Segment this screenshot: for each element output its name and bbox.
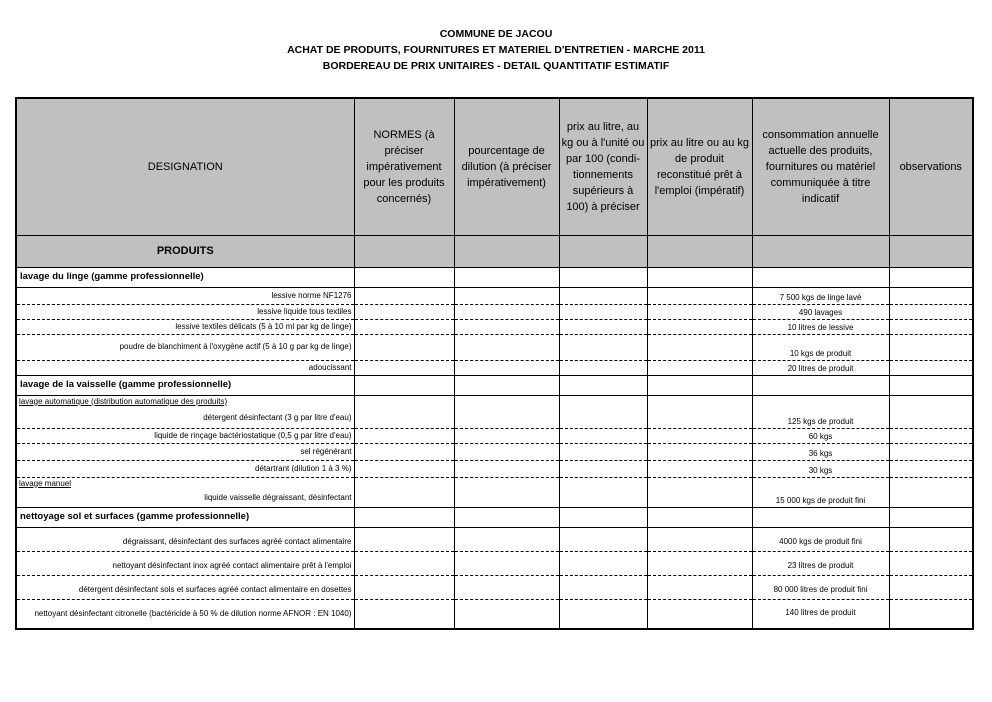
price-schedule-table bbox=[15, 97, 974, 630]
table-row bbox=[16, 527, 973, 551]
cell-normes[interactable] bbox=[354, 408, 454, 428]
cell-observations[interactable] bbox=[889, 599, 973, 629]
item-designation: lessive liquide tous textiles bbox=[16, 304, 354, 319]
category-row bbox=[16, 507, 973, 527]
subcategory-label: lavage automatique bbox=[19, 396, 89, 406]
category-row bbox=[16, 375, 973, 395]
item-consommation: 15 000 kgs de produit fini bbox=[752, 490, 889, 507]
table-row bbox=[16, 428, 973, 443]
cell-prix-emploi[interactable] bbox=[647, 575, 752, 599]
cell-normes[interactable] bbox=[354, 443, 454, 460]
subcategory-row bbox=[16, 477, 973, 490]
item-consommation: 60 kgs bbox=[752, 428, 889, 443]
table-row bbox=[16, 443, 973, 460]
cell-prix[interactable] bbox=[559, 408, 647, 428]
item-designation: détergent désinfectant sols et surfaces agréé contact alimentaire en dosettes bbox=[16, 575, 354, 599]
cell-normes[interactable] bbox=[354, 460, 454, 477]
cell-prix[interactable] bbox=[559, 428, 647, 443]
subcategory-note: (distribution automatique des produits) bbox=[88, 396, 228, 406]
section-row bbox=[16, 235, 973, 267]
item-consommation: 80 000 litres de produit fini bbox=[752, 575, 889, 599]
item-designation: nettoyant désinfectant citronelle (bactéricide à 50 % de dilution norme AFNOR : EN 1040) bbox=[16, 599, 354, 629]
col-consommation: consommation annuelle actuelle des produits, fournitures ou matériel communiquée à titre indicatif bbox=[752, 98, 889, 235]
cell-dilution[interactable] bbox=[454, 304, 559, 319]
market-title: ACHAT DE PRODUITS, FOURNITURES ET MATERIEL D'ENTRETIEN - MARCHE 2011 bbox=[287, 44, 705, 56]
cell-normes[interactable] bbox=[354, 360, 454, 375]
category-title: nettoyage sol et surfaces (gamme professionnelle) bbox=[16, 507, 354, 527]
cell-observations[interactable] bbox=[889, 551, 973, 575]
subcategory-label: lavage manuel bbox=[19, 478, 72, 488]
cell-prix-emploi[interactable] bbox=[647, 490, 752, 507]
cell-observations[interactable] bbox=[889, 304, 973, 319]
item-consommation: 4000 kgs de produit fini bbox=[752, 527, 889, 551]
cell-prix-emploi[interactable] bbox=[647, 287, 752, 304]
cell-dilution[interactable] bbox=[454, 428, 559, 443]
cell-observations[interactable] bbox=[889, 460, 973, 477]
cell-prix-emploi[interactable] bbox=[647, 443, 752, 460]
cell-normes[interactable] bbox=[354, 334, 454, 360]
cell-prix-emploi[interactable] bbox=[647, 319, 752, 334]
cell-normes[interactable] bbox=[354, 599, 454, 629]
item-consommation: 30 kgs bbox=[752, 460, 889, 477]
cell-dilution[interactable] bbox=[454, 443, 559, 460]
cell-prix[interactable] bbox=[559, 334, 647, 360]
cell-prix-emploi[interactable] bbox=[647, 428, 752, 443]
table-row bbox=[16, 490, 973, 507]
cell-prix-emploi[interactable] bbox=[647, 460, 752, 477]
item-designation: sel régénérant bbox=[16, 443, 354, 460]
item-designation: détartrant (dilution 1 à 3 %) bbox=[16, 460, 354, 477]
commune-title: COMMUNE DE JACOU bbox=[439, 28, 553, 40]
cell-prix-emploi[interactable] bbox=[647, 527, 752, 551]
cell-prix[interactable] bbox=[559, 319, 647, 334]
item-designation: nettoyant désinfectant inox agréé contact alimentaire prêt à l'emploi bbox=[16, 551, 354, 575]
item-consommation: 36 kgs bbox=[752, 443, 889, 460]
item-designation: dégraissant, désinfectant des surfaces agréé contact alimentaire bbox=[16, 527, 354, 551]
item-designation: lessive textiles délicats (5 à 10 ml par kg de linge) bbox=[16, 319, 354, 334]
item-consommation: 23 litres de produit bbox=[752, 551, 889, 575]
table-row bbox=[16, 319, 973, 334]
table-row bbox=[16, 334, 973, 360]
category-title: lavage de la vaisselle (gamme professionnelle) bbox=[16, 375, 354, 395]
category-title: lavage du linge (gamme professionnelle) bbox=[16, 267, 354, 287]
cell-dilution[interactable] bbox=[454, 527, 559, 551]
cell-prix[interactable] bbox=[559, 360, 647, 375]
cell-normes[interactable] bbox=[354, 527, 454, 551]
cell-dilution[interactable] bbox=[454, 334, 559, 360]
cell-observations[interactable] bbox=[889, 319, 973, 334]
cell-prix-emploi[interactable] bbox=[647, 334, 752, 360]
cell-prix[interactable] bbox=[559, 527, 647, 551]
col-designation: DESIGNATION bbox=[16, 98, 354, 235]
item-designation: lessive norme NF1276 bbox=[16, 287, 354, 304]
item-designation: poudre de blanchiment à l'oxygène actif (5 à 10 g par kg de linge) bbox=[16, 334, 354, 360]
cell-observations[interactable] bbox=[889, 443, 973, 460]
table-row bbox=[16, 575, 973, 599]
table-row bbox=[16, 599, 973, 629]
item-consommation: 125 kgs de produit bbox=[752, 408, 889, 428]
section-title: PRODUITS bbox=[16, 235, 354, 267]
item-consommation: 140 litres de produit bbox=[752, 599, 889, 629]
cell-prix-emploi[interactable] bbox=[647, 304, 752, 319]
cell-normes[interactable] bbox=[354, 287, 454, 304]
table-header-row bbox=[16, 98, 973, 235]
col-observations: observations bbox=[889, 98, 973, 235]
cell-normes[interactable] bbox=[354, 304, 454, 319]
cell-dilution[interactable] bbox=[454, 551, 559, 575]
col-normes: NORMES (à préciser impérativement pour les produits concernés) bbox=[354, 98, 454, 235]
cell-dilution[interactable] bbox=[454, 490, 559, 507]
cell-prix-emploi[interactable] bbox=[647, 599, 752, 629]
cell-normes[interactable] bbox=[354, 575, 454, 599]
item-designation: adoucissant bbox=[16, 360, 354, 375]
cell-observations[interactable] bbox=[889, 408, 973, 428]
cell-prix[interactable] bbox=[559, 575, 647, 599]
cell-prix[interactable] bbox=[559, 304, 647, 319]
cell-prix[interactable] bbox=[559, 287, 647, 304]
category-row bbox=[16, 267, 973, 287]
item-consommation: 7 500 kgs de linge lavé bbox=[752, 287, 889, 304]
cell-observations[interactable] bbox=[889, 334, 973, 360]
cell-dilution[interactable] bbox=[454, 319, 559, 334]
cell-observations[interactable] bbox=[889, 428, 973, 443]
table-row bbox=[16, 408, 973, 428]
cell-prix[interactable] bbox=[559, 460, 647, 477]
item-designation: liquide de rinçage bactériostatique (0,5 g par litre d'eau) bbox=[16, 428, 354, 443]
cell-prix-emploi[interactable] bbox=[647, 360, 752, 375]
cell-normes[interactable] bbox=[354, 428, 454, 443]
cell-prix-emploi[interactable] bbox=[647, 551, 752, 575]
item-designation: détergent désinfectant (3 g par litre d'eau) bbox=[16, 408, 354, 428]
table-row bbox=[16, 551, 973, 575]
item-consommation: 20 litres de produit bbox=[752, 360, 889, 375]
item-consommation: 490 lavages bbox=[752, 304, 889, 319]
cell-observations[interactable] bbox=[889, 527, 973, 551]
document-header bbox=[0, 26, 992, 74]
cell-observations[interactable] bbox=[889, 575, 973, 599]
cell-prix[interactable] bbox=[559, 490, 647, 507]
cell-dilution[interactable] bbox=[454, 408, 559, 428]
item-consommation: 10 litres de lessive bbox=[752, 319, 889, 334]
cell-normes[interactable] bbox=[354, 551, 454, 575]
table-row bbox=[16, 304, 973, 319]
col-prix-emploi: prix au litre ou au kg de produit reconstitué prêt à l'emploi (impératif) bbox=[647, 98, 752, 235]
cell-prix-emploi[interactable] bbox=[647, 408, 752, 428]
cell-prix[interactable] bbox=[559, 551, 647, 575]
cell-observations[interactable] bbox=[889, 490, 973, 507]
cell-dilution[interactable] bbox=[454, 360, 559, 375]
cell-dilution[interactable] bbox=[454, 599, 559, 629]
cell-normes[interactable] bbox=[354, 319, 454, 334]
cell-observations[interactable] bbox=[889, 360, 973, 375]
cell-normes[interactable] bbox=[354, 490, 454, 507]
document-subtitle: BORDEREAU DE PRIX UNITAIRES - DETAIL QUANTITATIF ESTIMATIF bbox=[322, 60, 670, 72]
table-row bbox=[16, 460, 973, 477]
cell-dilution[interactable] bbox=[454, 287, 559, 304]
col-dilution: pourcentage de dilution (à préciser impérativement) bbox=[454, 98, 559, 235]
item-consommation: 10 kgs de produit bbox=[752, 334, 889, 360]
subcategory-row bbox=[16, 395, 973, 408]
col-prix: prix au litre, au kg ou à l'unité ou par 100 (condi-tionnements supérieurs à 100) à préciser bbox=[559, 98, 647, 235]
subcategory-title bbox=[16, 477, 354, 490]
cell-prix[interactable] bbox=[559, 443, 647, 460]
cell-prix[interactable] bbox=[559, 599, 647, 629]
table-row bbox=[16, 360, 973, 375]
subcategory-title bbox=[16, 395, 354, 408]
cell-observations[interactable] bbox=[889, 287, 973, 304]
cell-dilution[interactable] bbox=[454, 460, 559, 477]
table-row bbox=[16, 287, 973, 304]
cell-dilution[interactable] bbox=[454, 575, 559, 599]
item-designation: liquide vaisselle dégraissant, désinfectant bbox=[16, 490, 354, 507]
